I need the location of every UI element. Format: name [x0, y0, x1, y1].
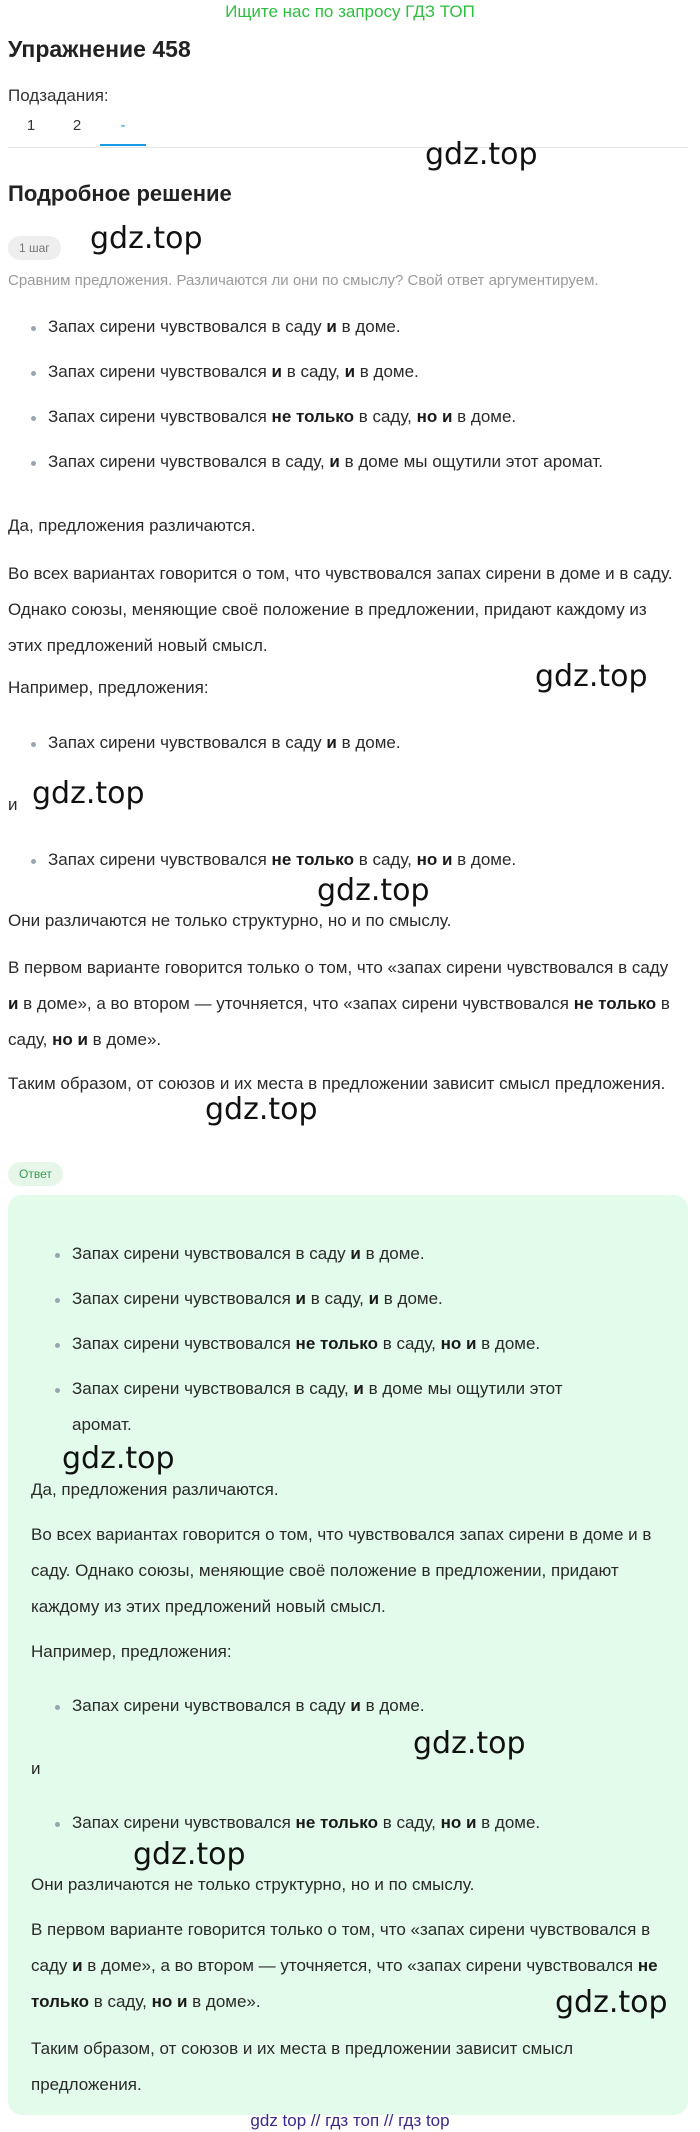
list-item: Запах сирени чувствовался в саду и в доме.	[48, 309, 401, 345]
watermark: gdz.top	[425, 137, 538, 172]
watermark: gdz.top	[133, 1837, 246, 1872]
solution-heading: Подробное решение	[8, 181, 232, 206]
list-item: Запах сирени чувствовался и в саду, и в доме.	[72, 1281, 443, 1317]
paragraph: Таким образом, от союзов и их места в предложении зависит смысл предложения.	[8, 1074, 666, 1093]
list-item: Запах сирени чувствовался в саду, и в доме мы ощутили этот аромат.	[72, 1371, 563, 1443]
watermark: gdz.top	[535, 659, 648, 694]
list-item: Запах сирени чувствовался не только в саду, но и в доме.	[72, 1326, 540, 1362]
list-item: Запах сирени чувствовался не только в саду, но и в доме.	[48, 399, 516, 435]
divider	[8, 147, 688, 148]
paragraph: Да, предложения различаются.	[31, 1480, 279, 1499]
subtasks-label: Подзадания:	[8, 86, 109, 105]
watermark: gdz.top	[205, 1092, 318, 1127]
list-item: Запах сирени чувствовался не только в саду, но и в доме.	[48, 842, 516, 878]
intro-text: Сравним предложения. Различаются ли они по смыслу? Свой ответ аргументируем.	[8, 272, 599, 289]
subtask-tab-2[interactable]: 2	[72, 117, 82, 134]
step-badge: 1 шаг	[8, 236, 61, 260]
paragraph: Например, предложения:	[31, 1642, 232, 1661]
paragraph: Например, предложения:	[8, 678, 209, 697]
search-banner[interactable]: Ищите нас по запросу ГДЗ ТОП	[225, 2, 475, 21]
paragraph: Они различаются не только структурно, но и по смыслу.	[8, 911, 452, 930]
paragraph: Во всех вариантах говорится о том, что чувствовался запах сирени в доме и в саду. Однако союзы, меняющие своё положение в предложении, придают каждому из этих предложений новый смысл.	[8, 564, 673, 655]
paragraph: и	[31, 1759, 41, 1778]
paragraph: и	[8, 795, 18, 814]
watermark: gdz.top	[32, 776, 145, 811]
page-title: Упражнение 458	[8, 36, 191, 62]
paragraph: Таким образом, от союзов и их места в предложении зависит смысл предложения.	[31, 2039, 573, 2094]
paragraph: Да, предложения различаются.	[8, 516, 256, 535]
watermark: gdz.top	[555, 1985, 668, 2020]
list-item: Запах сирени чувствовался не только в саду, но и в доме.	[72, 1805, 540, 1841]
list-item: Запах сирени чувствовался в саду и в доме.	[48, 725, 401, 761]
list-item: Запах сирени чувствовался в саду и в доме.	[72, 1688, 425, 1724]
watermark: gdz.top	[62, 1441, 175, 1476]
paragraph: В первом варианте говорится только о том, что «запах сирени чувствовался в саду и в доме», а во втором — уточняется, что «запах сирени чувствовался не только в саду, но и в доме».	[31, 1920, 658, 2011]
paragraph: В первом варианте говорится только о том, что «запах сирени чувствовался в саду и в доме», а во втором — уточняется, что «запах сирени чувствовался не только в саду, но и в доме».	[8, 958, 670, 1049]
paragraph: Во всех вариантах говорится о том, что чувствовался запах сирени в доме и в саду. Однако союзы, меняющие своё положение в предложении, придают каждому из этих предложений новый смысл.	[31, 1525, 652, 1616]
watermark: gdz.top	[90, 221, 203, 256]
list-item: Запах сирени чувствовался в саду, и в доме мы ощутили этот аромат.	[48, 444, 603, 480]
footer-links[interactable]: gdz top // гдз топ // гдз top	[250, 2111, 450, 2130]
subtask-tab-1[interactable]: 1	[26, 117, 36, 134]
subtask-tab-current[interactable]: -	[100, 114, 146, 146]
paragraph: Они различаются не только структурно, но и по смыслу.	[31, 1875, 475, 1894]
list-item: Запах сирени чувствовался в саду и в доме.	[72, 1236, 425, 1272]
watermark: gdz.top	[413, 1726, 526, 1761]
subtasks-tabs	[8, 114, 146, 146]
list-item: Запах сирени чувствовался и в саду, и в доме.	[48, 354, 419, 390]
answer-badge: Ответ	[8, 1162, 63, 1186]
watermark: gdz.top	[317, 873, 430, 908]
